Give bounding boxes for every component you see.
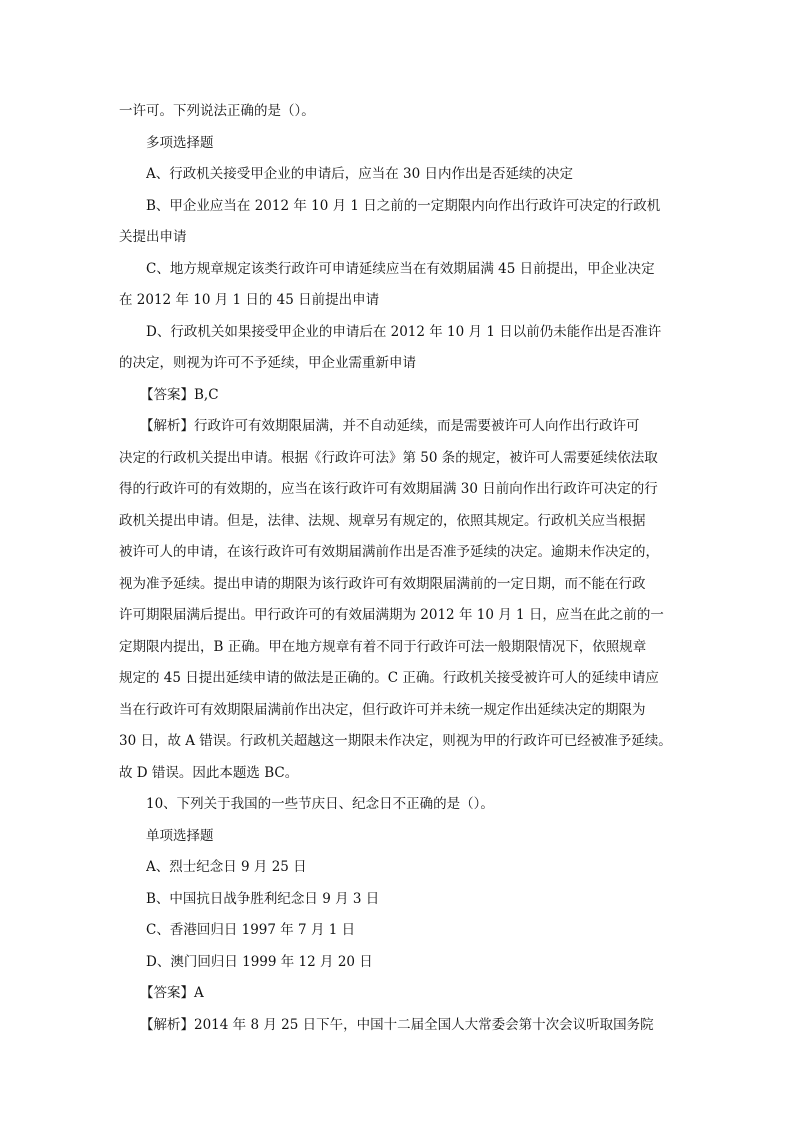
answer-line: 【答案】A (140, 985, 204, 1001)
option-c: C、地方规章规定该类行政许可申请延续应当在有效期届满 45 日前提出，甲企业决定 (146, 261, 655, 277)
analysis-line: 故 D 错误。因此本题选 BC。 (119, 765, 299, 781)
analysis-line: 政机关提出申请。但是，法律、法规、规章另有规定的，依照其规定。行政机关应当根据 (119, 513, 646, 529)
analysis-line: 决定的行政机关提出申请。根据《行政许可法》第 50 条的规定，被许可人需要延续依法取 (119, 450, 658, 466)
option-d: D、行政机关如果接受甲企业的申请后在 2012 年 10 月 1 日以前仍未能作出是否准许 (146, 324, 662, 340)
analysis-line: 许可期限届满后提出。甲行政许可的有效届满期为 2012 年 10 月 1 日，应当在此之前的一 (119, 607, 664, 623)
question-stem-continuation: 一许可。下列说法正确的是（）。 (119, 103, 315, 119)
option-a: A、行政机关接受甲企业的申请后，应当在 30 日内作出是否延续的决定 (146, 166, 574, 182)
option-b: B、中国抗日战争胜利纪念日 9 月 3 日 (146, 891, 380, 907)
question-type-label: 单项选择题 (146, 828, 214, 844)
analysis-line: 当在行政许可有效期限届满前作出决定，但行政许可并未统一规定作出延续决定的期限为 (119, 702, 646, 718)
analysis-line: 被许可人的申请，在该行政许可有效期届满前作出是否准予延续的决定。逾期未作决定的， (119, 544, 659, 560)
option-c-continuation: 在 2012 年 10 月 1 日的 45 日前提出申请 (119, 292, 380, 308)
analysis-paragraph: 【解析】行政许可有效期限届满，并不自动延续，而是需要被许可人向作出行政许可 (140, 418, 640, 434)
option-a: A、烈士纪念日 9 月 25 日 (146, 859, 307, 875)
option-d-continuation: 的决定，则视为许可不予延续，甲企业需重新申请 (119, 355, 416, 371)
option-c: C、香港回归日 1997 年 7 月 1 日 (146, 922, 356, 938)
analysis-line: 视为准予延续。提出申请的期限为该行政许可有效期限届满前的一定日期，而不能在行政 (119, 576, 646, 592)
analysis-line: 规定的 45 日提出延续申请的做法是正确的。C 正确。行政机关接受被许可人的延续申请应 (119, 670, 659, 686)
option-d: D、澳门回归日 1999 年 12 月 20 日 (146, 954, 373, 970)
analysis-line: 得的行政许可的有效期的，应当在该行政许可有效期届满 30 日前向作出行政许可决定的行 (119, 481, 658, 497)
option-b-continuation: 关提出申请 (119, 229, 187, 245)
analysis-line: 定期限内提出，B 正确。甲在地方规章有着不同于行政许可法一般期限情况下，依照规章 (119, 639, 647, 655)
analysis-paragraph: 【解析】2014 年 8 月 25 日下午，中国十二届全国人大常委会第十次会议听取国务院 (140, 1017, 654, 1033)
question-type-label: 多项选择题 (146, 135, 214, 151)
question-10-stem: 10、下列关于我国的一些节庆日、纪念日不正确的是（）。 (146, 796, 494, 812)
analysis-line: 30 日，故 A 错误。行政机关超越这一期限未作决定，则视为甲的行政许可已经被准予延续。 (119, 733, 672, 749)
option-b: B、甲企业应当在 2012 年 10 月 1 日之前的一定期限内向作出行政许可决定的行政机 (146, 198, 661, 214)
answer-line: 【答案】B,C (140, 387, 219, 403)
